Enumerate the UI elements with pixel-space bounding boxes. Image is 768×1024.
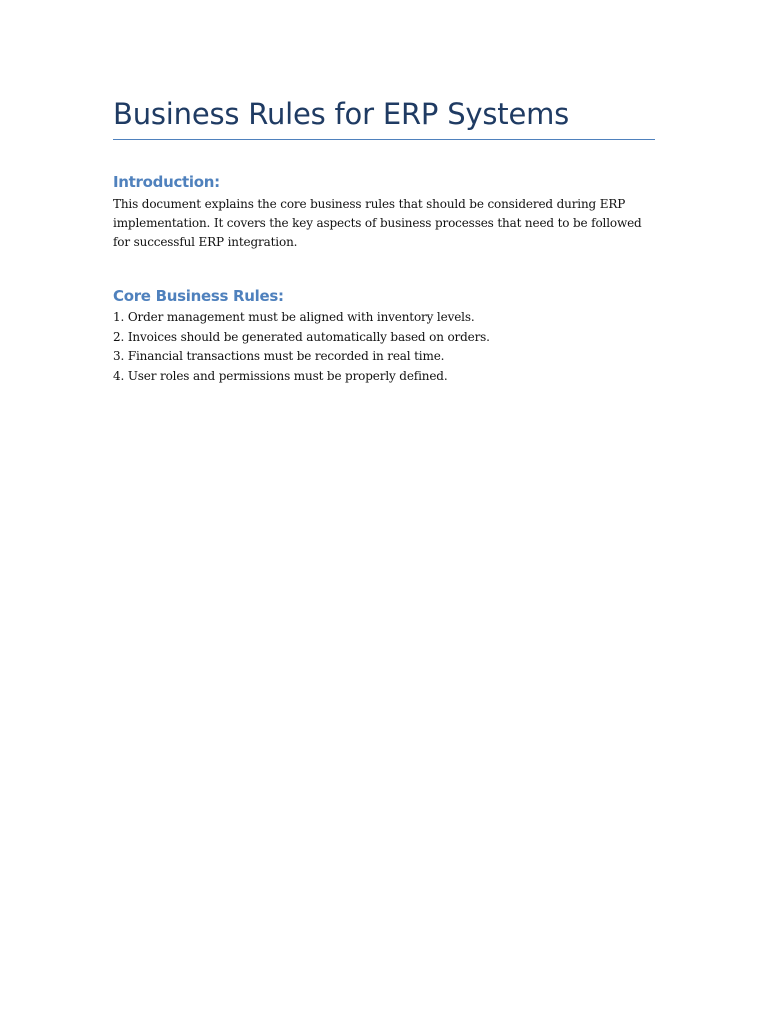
document-title: Business Rules for ERP Systems [113, 97, 570, 131]
core-business-rules-list [113, 308, 655, 386]
core-business-rules-heading: Core Business Rules: [113, 287, 284, 305]
title-underline-divider [113, 139, 655, 140]
document-page [113, 96, 655, 386]
introduction-heading: Introduction: [113, 173, 220, 191]
rule-item-1: 1. Order management must be aligned with inventory levels. [113, 310, 475, 324]
rule-item-2: 2. Invoices should be generated automatically based on orders. [113, 329, 490, 344]
rule-item-3: 3. Financial transactions must be recorded in real time. [113, 349, 445, 363]
introduction-paragraph: This document explains the core business rules that should be considered during ERP implementation. It covers the key aspects of business processes that need to be followed for successful ERP integration. [113, 197, 642, 249]
rule-item-4: 4. User roles and permissions must be properly defined. [113, 368, 448, 383]
